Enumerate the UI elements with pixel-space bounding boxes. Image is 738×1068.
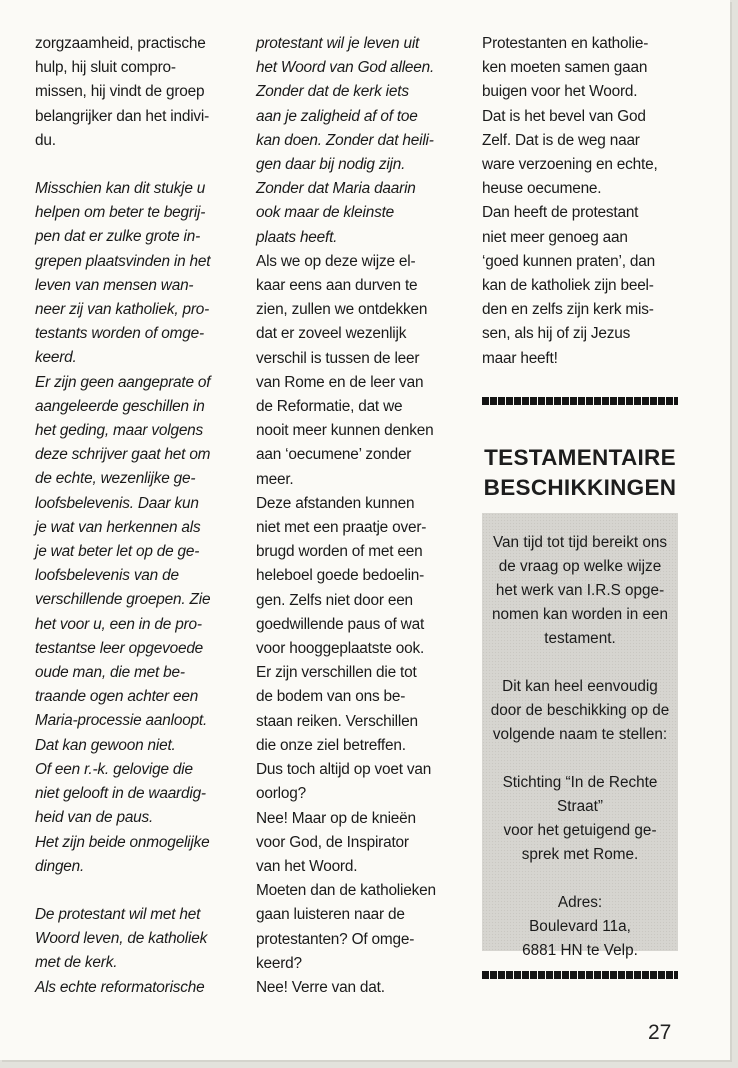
- text-line: de bodem van ons be-: [256, 688, 406, 706]
- text-line: oude man, die met be-: [35, 664, 185, 682]
- text-line: Boulevard 11a,: [529, 918, 631, 935]
- text-line: niet gelooft in de waardig-: [35, 785, 206, 803]
- text-line: de echte, wezenlijke ge-: [35, 470, 196, 488]
- text-line: sen, als hij of zij Jezus: [482, 325, 631, 343]
- col1-paragraph-2: [35, 177, 245, 879]
- text-line: heid van de paus.: [35, 809, 154, 827]
- text-line: met de kerk.: [35, 954, 118, 972]
- text-line: Zelf. Dat is de weg naar: [482, 131, 640, 149]
- text-line: de vraag op welke wijze: [498, 558, 662, 575]
- text-line: Moeten dan de katholieken: [256, 882, 436, 900]
- text-line: zorgzaamheid, practische: [35, 35, 206, 52]
- notice-shaded-panel: [482, 432, 678, 959]
- text-line: du.: [35, 131, 56, 149]
- notice-paragraph-2: [482, 675, 678, 747]
- text-line: pen dat er zulke grote in-: [35, 228, 201, 246]
- text-line: Stichting “In de Rechte: [502, 774, 658, 791]
- text-line: Nee! Maar op de knieën: [256, 809, 416, 827]
- text-line: van het Woord.: [256, 857, 358, 875]
- notice-title: [482, 432, 678, 513]
- notice-foundation-name: [482, 771, 678, 867]
- text-line: Zonder dat Maria daarin: [256, 180, 416, 198]
- text-line: brugd worden of met een: [256, 543, 423, 561]
- text-line: het voor u, een in de pro-: [35, 615, 202, 633]
- col1-paragraph-3: [35, 903, 245, 1000]
- text-line: Als echte reformatorische: [35, 978, 205, 996]
- notice-title-line-1: TESTAMENTAIRE: [484, 445, 676, 470]
- text-line: belangrijker dan het indivi-: [35, 107, 210, 125]
- text-line: Dus toch altijd op voet van: [256, 761, 432, 779]
- text-line: voor God, de Inspirator: [256, 833, 409, 851]
- text-line: niet meer genoeg aan: [482, 228, 628, 246]
- column-3: [482, 32, 697, 371]
- text-line: protestant wil je leven uit: [256, 35, 420, 52]
- text-line: dingen.: [35, 857, 85, 875]
- text-line: helpen om beter te begrij-: [35, 204, 206, 222]
- text-line: Dit kan heel eenvoudig: [502, 678, 658, 695]
- text-line: niet met een praatje over-: [256, 519, 427, 537]
- text-line: Protestanten en katholie-: [482, 35, 649, 52]
- text-line: je wat beter let op de ge-: [35, 543, 200, 561]
- text-line: leven van mensen wan-: [35, 276, 194, 294]
- text-line: Als we op deze wijze el-: [256, 252, 416, 270]
- col2-italic-passage: [256, 32, 468, 250]
- text-line: verschillende groepen. Zie: [35, 591, 211, 609]
- text-line: Er zijn geen aangeprate of: [35, 373, 211, 391]
- notice-paragraph-1: [482, 531, 678, 651]
- text-line: traande ogen achter een: [35, 688, 199, 706]
- text-line: plaats heeft.: [256, 228, 338, 246]
- text-line: die onze ziel betreffen.: [256, 736, 406, 754]
- text-line: van Rome en de leer van: [256, 373, 424, 391]
- text-line: protestanten? Of omge-: [256, 930, 415, 948]
- text-line: de Reformatie, dat we: [256, 398, 403, 416]
- text-line: gaan luisteren naar de: [256, 906, 405, 924]
- text-line: testants worden of omge-: [35, 325, 204, 343]
- text-line: De protestant wil met het: [35, 905, 201, 923]
- text-line: loofsbelevenis van de: [35, 567, 179, 585]
- text-line: neer zij van katholiek, pro-: [35, 301, 210, 319]
- text-line: nooit meer kunnen denken: [256, 422, 434, 440]
- text-line: keerd?: [256, 954, 302, 972]
- text-line: aan je zaligheid af of toe: [256, 107, 418, 125]
- col1-paragraph-1: [35, 32, 245, 153]
- column-2: [256, 32, 468, 1000]
- text-line: loofsbelevenis. Daar kun: [35, 494, 199, 512]
- text-line: het werk van I.R.S opge-: [495, 582, 665, 599]
- text-line: ‘goed kunnen praten’, dan: [482, 252, 655, 270]
- text-line: volgende naam te stellen:: [492, 726, 668, 743]
- text-line: maar heeft!: [482, 349, 558, 367]
- text-line: kan de katholiek zijn beel-: [482, 277, 654, 295]
- text-line: het Woord van God alleen.: [256, 59, 435, 77]
- text-line: je wat van herkennen als: [35, 518, 201, 536]
- text-line: testament.: [544, 630, 616, 647]
- text-line: het geding, maar volgens: [35, 422, 204, 440]
- text-line: dat er zoveel wezenlijk: [256, 325, 407, 343]
- text-line: voor hooggeplaatste ook.: [256, 640, 425, 658]
- text-line: Nee! Verre van dat.: [256, 978, 385, 996]
- text-line: Dan heeft de protestant: [482, 204, 639, 222]
- decorative-bar-top: [482, 397, 678, 405]
- text-line: Deze afstanden kunnen: [256, 494, 415, 512]
- text-line: heleboel goede bedoelin-: [256, 567, 425, 585]
- notice-address: [482, 891, 678, 963]
- text-line: door de beschikking op de: [490, 702, 670, 719]
- text-line: den en zelfs zijn kerk mis-: [482, 301, 654, 319]
- text-line: meer.: [256, 470, 294, 488]
- decorative-bar-bottom: [482, 971, 678, 979]
- text-line: Adres:: [557, 894, 603, 911]
- text-line: kaar eens aan durven te: [256, 277, 418, 295]
- text-line: Dat is het bevel van God: [482, 107, 646, 125]
- text-line: grepen plaatsvinden in het: [35, 252, 211, 270]
- text-line: keerd.: [35, 349, 77, 367]
- text-line: gen. Zelfs niet door een: [256, 591, 413, 609]
- text-line: oorlog?: [256, 785, 306, 803]
- text-line: zien, zullen we ontdekken: [256, 301, 428, 319]
- text-line: Woord leven, de katholiek: [35, 930, 208, 948]
- text-line: heuse oecumene.: [482, 180, 602, 198]
- text-line: nomen kan worden in een: [491, 606, 669, 623]
- col3-paragraph: [482, 32, 697, 371]
- text-line: goedwillende paus of wat: [256, 615, 425, 633]
- text-line: Het zijn beide onmogelijke: [35, 833, 210, 851]
- text-line: Of een r.-k. gelovige die: [35, 760, 193, 778]
- text-line: aangeleerde geschillen in: [35, 397, 205, 415]
- text-line: hulp, hij sluit compro-: [35, 59, 176, 77]
- col2-regular-passage: [256, 250, 468, 1000]
- text-line: Dat kan gewoon niet.: [35, 736, 176, 754]
- page-number: 27: [648, 1021, 672, 1044]
- text-line: testantse leer opgevoede: [35, 639, 204, 657]
- text-line: ware verzoening en echte,: [482, 156, 658, 174]
- text-line: aan ‘oecumene’ zonder: [256, 446, 412, 464]
- text-line: gen daar bij nodig zijn.: [256, 156, 406, 174]
- testamentaire-notice-box: [482, 397, 678, 979]
- notice-title-line-2: BESCHIKKINGEN: [483, 475, 677, 500]
- text-line: Misschien kan dit stukje u: [35, 180, 206, 198]
- text-line: Maria-processie aanloopt.: [35, 712, 208, 730]
- text-line: staan reiken. Verschillen: [256, 712, 418, 730]
- text-line: 6881 HN te Velp.: [522, 942, 638, 959]
- text-line: Van tijd tot tijd bereikt ons: [492, 534, 668, 551]
- column-1: [35, 32, 245, 1000]
- text-line: deze schrijver gaat het om: [35, 446, 211, 464]
- text-line: missen, hij vindt de groep: [35, 83, 205, 101]
- text-line: voor het getuigend ge-: [503, 822, 657, 839]
- text-line: Er zijn verschillen die tot: [256, 664, 417, 682]
- text-line: Zonder dat de kerk iets: [256, 83, 409, 101]
- text-line: ken moeten samen gaan: [482, 59, 648, 77]
- text-line: sprek met Rome.: [521, 846, 639, 863]
- text-line: Straat”: [557, 798, 603, 815]
- text-line: kan doen. Zonder dat heili-: [256, 131, 434, 149]
- text-line: verschil is tussen de leer: [256, 349, 420, 367]
- text-line: ook maar de kleinste: [256, 204, 395, 222]
- text-line: buigen voor het Woord.: [482, 83, 638, 101]
